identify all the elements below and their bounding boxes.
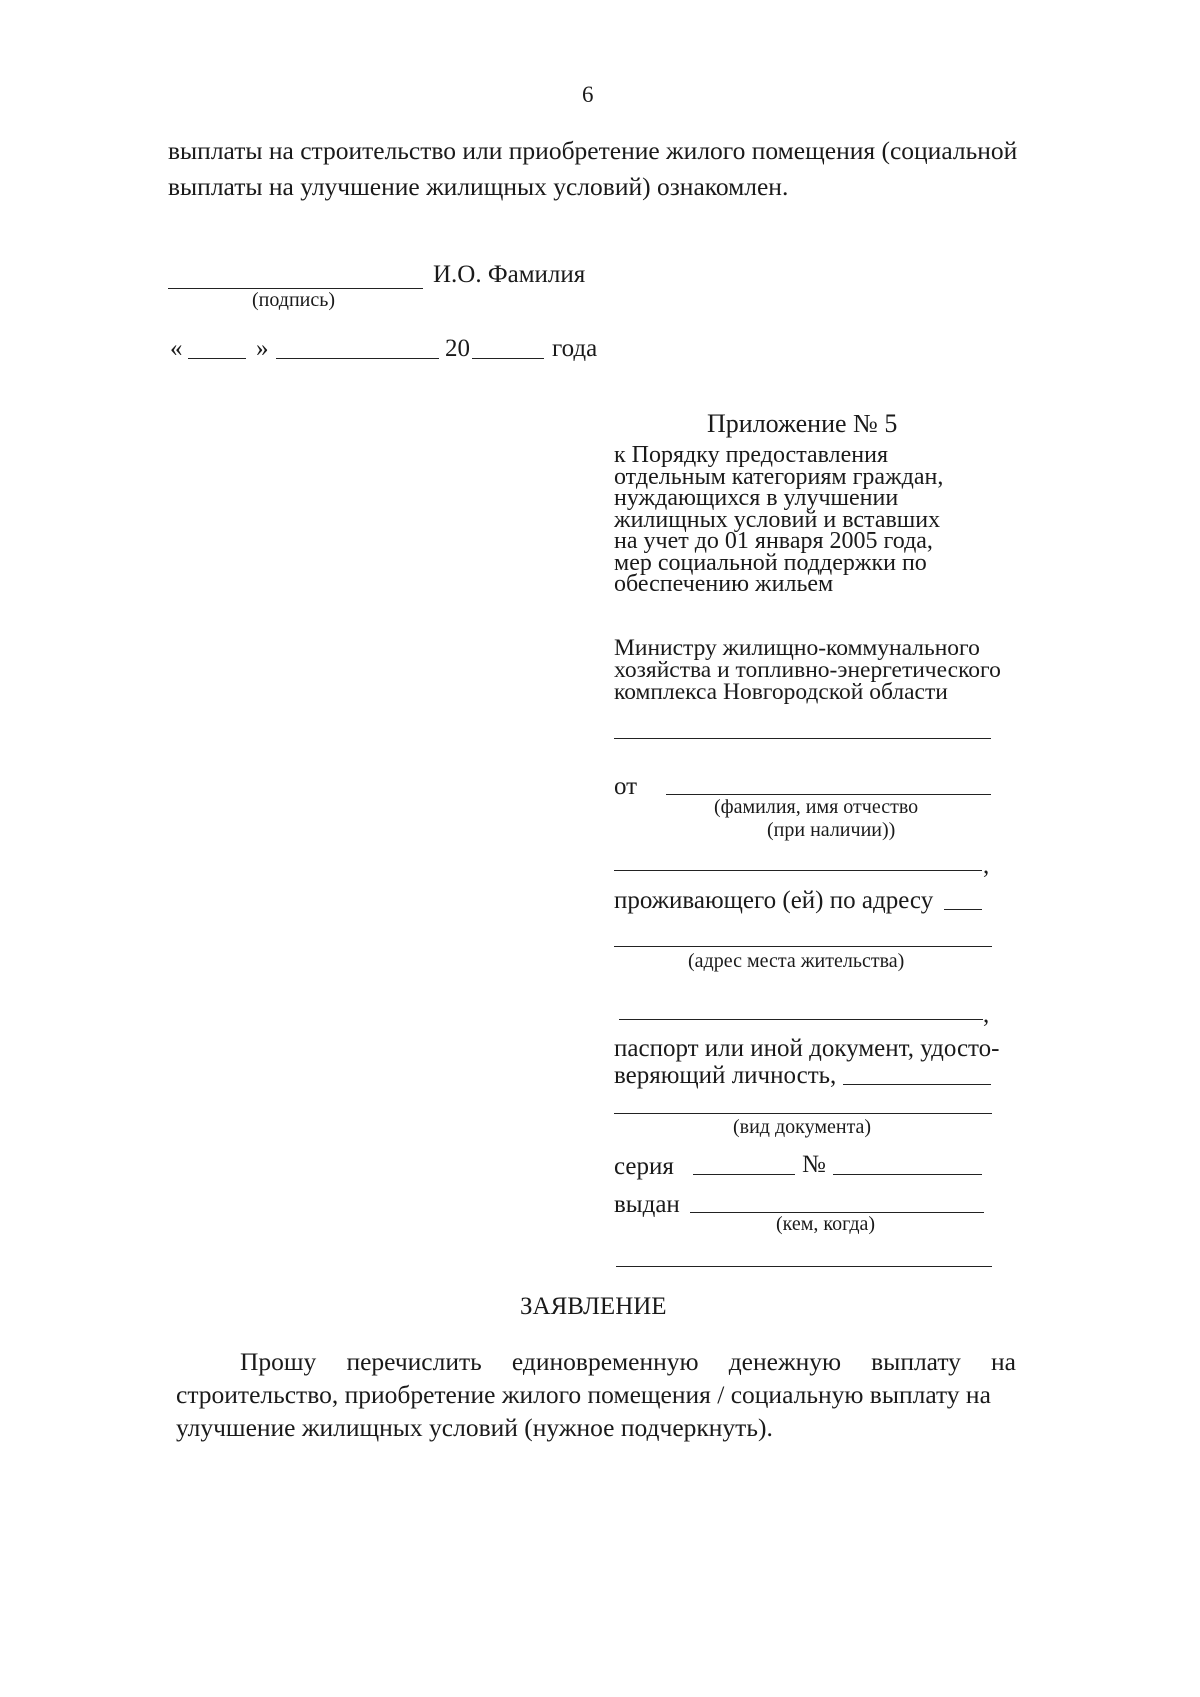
address-continuation-field[interactable] [619,1019,983,1020]
issued-continuation-field[interactable] [616,1266,992,1267]
statement-line-1 [240,1345,1016,1378]
address-caption: (адрес места жительства) [688,950,905,972]
date-year-prefix: 20 [445,335,470,362]
fio-caption-2: (при наличии)) [767,819,896,841]
number-field[interactable] [833,1174,982,1175]
addressee-blank-line[interactable] [614,738,991,739]
appendix-line: нуждающихся в улучшении [614,485,899,511]
appendix-line: отдельным категориям граждан, [614,463,944,490]
passport-line-1: паспорт или иной документ, удосто- [614,1035,1000,1062]
address-field[interactable] [614,946,992,947]
signature-caption: (подпись) [252,289,336,311]
statement-line-2: строительство, приобретение жилого помещения / социальную выплату на [176,1380,991,1409]
appendix-title: Приложение № 5 [707,409,898,438]
issued-label: выдан [614,1191,680,1218]
date-year-field[interactable] [472,358,544,359]
statement-heading: ЗАЯВЛЕНИЕ [520,1293,667,1320]
from-label: от [614,773,638,800]
top-text-line-2: выплаты на улучшение жилищных условий) ознакомлен. [168,172,789,201]
number-label: № [802,1151,826,1178]
signer-name: И.О. Фамилия [433,261,586,288]
statement-word: на [991,1347,1016,1376]
statement-word: Прошу [240,1347,317,1376]
issued-caption: (кем, когда) [776,1213,876,1235]
series-field[interactable] [693,1174,795,1175]
date-day-field[interactable] [188,358,246,359]
date-year-suffix: года [552,335,598,362]
document-type-caption: (вид документа) [733,1116,872,1138]
statement-word: единовременную [511,1347,699,1376]
comma-2: , [983,1001,990,1028]
addressee-block [614,637,1001,703]
appendix-lines [614,442,944,597]
address-inline-field[interactable] [944,909,982,910]
page-number: 6 [582,82,594,107]
appendix-line: жилищных условий и вставших [614,506,941,533]
fio-continuation-field[interactable] [614,870,982,871]
top-text-line-1: выплаты на строительство или приобретение жилого помещения (социальной [168,136,1018,165]
appendix-line: мер социальной поддержки по [614,549,927,576]
appendix-line: к Порядку предоставления [614,442,889,468]
appendix-line: обеспечению жильем [614,571,834,597]
statement-line-3: улучшение жилищных условий (нужное подчеркнуть). [176,1413,773,1442]
comma-1: , [983,852,990,879]
passport-line-2: веряющий личность, [614,1062,837,1089]
date-month-field[interactable] [276,358,439,359]
statement-word: денежную [728,1347,842,1376]
addressee-line: комплекса Новгородской области [614,679,948,705]
document-type-field[interactable] [614,1113,992,1114]
residing-label: проживающего (ей) по адресу [614,887,934,914]
appendix-line: на учет до 01 января 2005 года, [614,528,933,554]
statement-word: перечислить [346,1347,482,1376]
addressee-line: хозяйства и топливно-энергетического [614,657,1001,683]
identity-inline-field[interactable] [843,1084,991,1085]
fio-caption-1: (фамилия, имя отчество [714,796,919,818]
series-label: серия [614,1153,674,1180]
date-open-quote: « [170,335,183,362]
statement-word: выплату [871,1347,961,1376]
addressee-line: Министру жилищно-коммунального [614,635,980,661]
date-close-quote: » [256,335,269,362]
